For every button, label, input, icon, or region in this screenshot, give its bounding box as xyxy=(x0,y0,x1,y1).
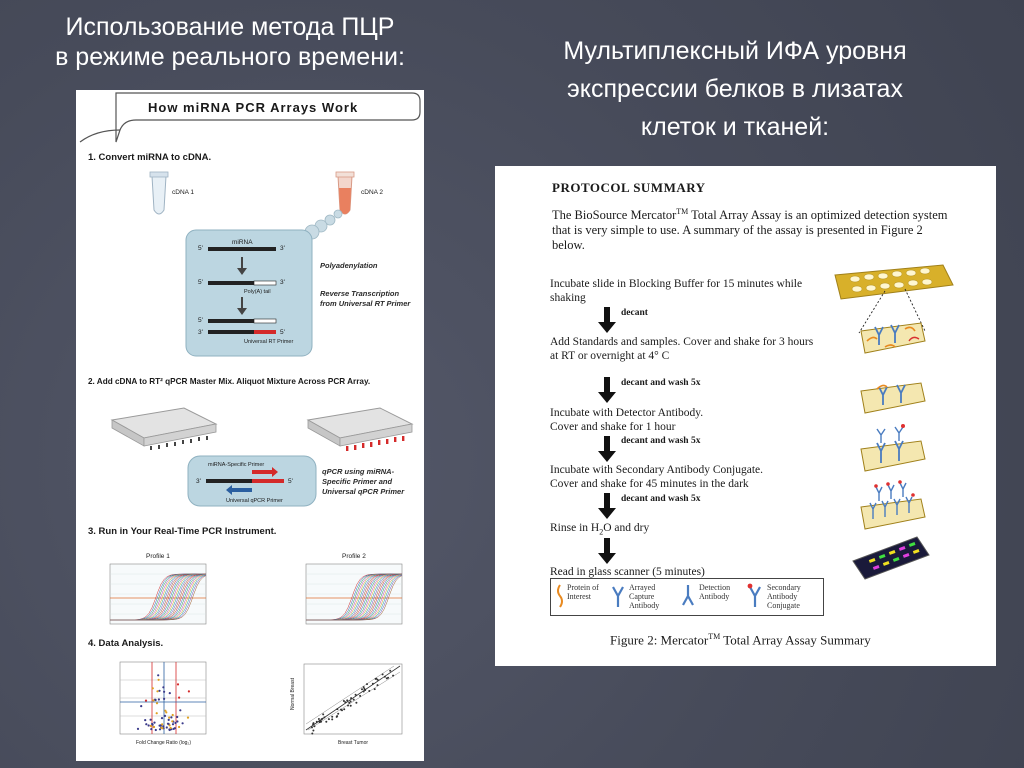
legend-arrayed-3: Antibody xyxy=(629,601,660,610)
step3-line2: Cover and shake for 1 hour xyxy=(550,421,676,433)
well-tile-3-icon xyxy=(861,424,925,471)
volcano-dot xyxy=(163,691,165,693)
tube-cdna2-icon xyxy=(336,172,354,214)
scatter-dot xyxy=(368,690,370,692)
protocol-step-2: Add Standards and samples. Cover and shake for 3 hours at RT or overnight at 4° C xyxy=(550,336,814,362)
step4-label: 4. Data Analysis. xyxy=(88,638,164,649)
scatter-dot xyxy=(392,675,394,677)
legend-arrayed-2: Capture xyxy=(629,592,655,601)
title-right-line1: Мультиплексный ИФА уровня xyxy=(563,37,907,65)
protocol-intro xyxy=(552,204,957,253)
legend-secondary-3: Conjugate xyxy=(767,601,800,610)
volcano-dot xyxy=(164,715,166,717)
volcano-dot xyxy=(171,720,173,722)
scatter-dot xyxy=(337,713,339,715)
volcano-dot xyxy=(170,716,172,718)
title-left-line2: в режиме реального времени: xyxy=(55,43,405,71)
scatter-dot xyxy=(313,722,315,724)
figure-caption xyxy=(610,632,871,648)
arrow-down-icon xyxy=(598,538,616,564)
three-prime-4: 3' xyxy=(196,478,201,485)
five-prime-1: 5' xyxy=(198,245,203,252)
title-right-line2: экспрессии белков в лизатах xyxy=(567,75,903,103)
arrow-label-4: decant and wash 5x xyxy=(621,494,701,504)
assay-illustration xyxy=(825,261,995,591)
three-prime-1: 3' xyxy=(280,245,285,252)
intro-tm: TM xyxy=(676,207,689,216)
volcano-dot xyxy=(160,727,162,729)
volcano-dot xyxy=(172,723,174,725)
capture-antibody-icon xyxy=(611,583,625,609)
legend-protein xyxy=(567,583,599,601)
scatter-dot xyxy=(372,683,374,685)
mirna-label: miRNA xyxy=(232,239,253,246)
caption-part-a: Figure 2: Mercator xyxy=(610,632,709,648)
scatter-dot xyxy=(389,670,391,672)
volcano-dot xyxy=(162,725,164,727)
qpcr-label-3: Universal qPCR Primer xyxy=(322,487,405,496)
protein-icon xyxy=(555,583,565,609)
scatter-dot xyxy=(318,718,320,720)
mirna-strand-2 xyxy=(208,281,254,285)
well-tile-4-icon xyxy=(861,480,925,529)
scatter-dot xyxy=(366,683,368,685)
scatter-dot xyxy=(353,699,355,701)
volcano-dot xyxy=(153,726,155,728)
volcano-dot xyxy=(148,724,150,726)
title-right-line3: клеток и тканей: xyxy=(640,113,830,141)
polya-tail-label: Poly(A) tail xyxy=(244,289,271,295)
volcano-dot xyxy=(137,728,139,730)
protocol-heading: PROTOCOL SUMMARY xyxy=(552,180,706,195)
heading-banner-curve xyxy=(80,130,120,142)
volcano-dot xyxy=(162,686,164,688)
scatter-dot xyxy=(328,718,330,720)
protocol-step-6: Read in glass scanner (5 minutes) xyxy=(550,566,705,578)
legend-arrayed-1: Arrayed xyxy=(629,583,656,592)
five-prime-3: 5' xyxy=(198,317,203,324)
arrow-label-3: decant and wash 5x xyxy=(621,436,701,446)
cdna1-label: cDNA 1 xyxy=(172,189,195,196)
legend-protein-1: Protein of xyxy=(567,583,599,592)
scatter-dot xyxy=(348,702,350,704)
legend-arrayed xyxy=(629,583,659,610)
scatter-dot xyxy=(361,688,363,690)
universal-rt-primer-label: Universal RT Primer xyxy=(244,339,294,345)
scatter-xlabel: Breast Tumor xyxy=(338,740,369,746)
scatter-plot xyxy=(304,664,402,735)
volcano-dot xyxy=(169,692,171,694)
volcano-dot xyxy=(178,726,180,728)
five-prime-5: 5' xyxy=(288,478,293,485)
volcano-dot xyxy=(170,727,172,729)
scatter-dot xyxy=(355,694,357,696)
caption-tm: TM xyxy=(708,632,721,641)
step1-label: 1. Convert miRNA to cDNA. xyxy=(88,152,212,163)
scatter-dot xyxy=(363,691,365,693)
volcano-dot xyxy=(159,728,161,730)
volcano-dot xyxy=(152,687,154,689)
scanner-result-icon xyxy=(853,537,929,579)
arrow-down-icon xyxy=(598,436,616,462)
scatter-dot xyxy=(331,716,333,718)
volcano-dot xyxy=(157,674,159,676)
amplification-plot-2 xyxy=(306,564,402,624)
step5-part-b: O and dry xyxy=(603,522,650,534)
scatter-dot xyxy=(340,709,342,711)
volcano-dot xyxy=(151,723,153,725)
scatter-dot xyxy=(350,705,352,707)
volcano-dot xyxy=(155,729,157,731)
arrow-down-icon xyxy=(598,493,616,519)
scatter-dot xyxy=(343,708,345,710)
volcano-dot xyxy=(150,725,152,727)
volcano-dot xyxy=(177,683,179,685)
legend-secondary-2: Antibody xyxy=(767,592,798,601)
pcr-plate-right-icon xyxy=(308,408,412,451)
volcano-dot xyxy=(188,690,190,692)
step3-label: 3. Run in Your Real-Time PCR Instrument. xyxy=(88,526,277,537)
volcano-plot xyxy=(120,662,206,734)
three-prime-3: 3' xyxy=(198,329,203,336)
scatter-dot xyxy=(331,718,333,720)
universal-qpcr-primer-label: Universal qPCR Primer xyxy=(226,498,283,504)
volcano-dot xyxy=(166,726,168,728)
volcano-dot xyxy=(158,698,160,700)
legend-detection-1: Detection xyxy=(699,583,731,592)
protocol-summary-figure xyxy=(495,166,996,666)
mirna-strand xyxy=(208,247,276,251)
volcano-dot xyxy=(152,699,154,701)
volcano-dot xyxy=(155,699,157,701)
scatter-dot xyxy=(363,686,365,688)
three-prime-2: 3' xyxy=(280,279,285,286)
volcano-dot xyxy=(161,717,163,719)
scatter-dot xyxy=(364,689,366,691)
scatter-dot xyxy=(350,697,352,699)
scatter-dot xyxy=(384,676,386,678)
volcano-dot xyxy=(164,710,166,712)
tube-cdna1-icon xyxy=(150,172,168,214)
scatter-dot xyxy=(347,705,349,707)
protocol-step-3 xyxy=(550,406,820,434)
volcano-dot xyxy=(159,725,161,727)
volcano-dot xyxy=(158,679,160,681)
arrow-down-icon xyxy=(598,377,616,403)
scatter-dot xyxy=(374,688,376,690)
volcano-dot xyxy=(145,700,147,702)
volcano-dot xyxy=(150,719,152,721)
protocol-step-1: Incubate slide in Blocking Buffer for 15 minutes while shaking xyxy=(550,278,803,304)
mirna-specific-primer-label: miRNA-Specific Primer xyxy=(208,462,265,468)
volcano-dot xyxy=(168,719,170,721)
detection-antibody-icon xyxy=(681,583,695,609)
step5-part-a: Rinse in H xyxy=(550,522,600,534)
volcano-dot xyxy=(158,690,160,692)
volcano-dot xyxy=(144,719,146,721)
volcano-dot xyxy=(161,723,163,725)
slide-title-left xyxy=(20,12,440,72)
legend-secondary-1: Secondary xyxy=(767,583,801,592)
polyadenylation-label: Polyadenylation xyxy=(320,261,378,270)
step4-line2: Cover and shake for 45 minutes in the dark xyxy=(550,478,749,490)
protocol-step-4 xyxy=(550,463,820,491)
volcano-dot xyxy=(153,722,155,724)
scatter-dot xyxy=(325,721,327,723)
rt-label-2: from Universal RT Primer xyxy=(320,299,411,308)
well-tile-1-icon xyxy=(861,323,925,353)
legend-detection xyxy=(699,583,730,601)
scatter-dot xyxy=(312,730,314,732)
volcano-dot xyxy=(163,698,165,700)
well-tile-2-icon xyxy=(861,383,925,413)
volcano-dot xyxy=(187,717,189,719)
legend-detection-2: Antibody xyxy=(699,592,730,601)
rt-label-1: Reverse Transcription xyxy=(320,289,400,298)
arrow-label-2: decant and wash 5x xyxy=(621,378,701,388)
scatter-dot xyxy=(322,713,324,715)
volcano-xlabel: Fold Change Ratio (log₂) xyxy=(136,740,192,746)
scatter-dot xyxy=(359,695,361,697)
volcano-dot xyxy=(156,690,158,692)
scatter-dot xyxy=(375,678,377,680)
scatter-dot xyxy=(316,721,318,723)
gold-slide-icon xyxy=(835,265,953,333)
volcano-dot xyxy=(150,728,152,730)
volcano-dot xyxy=(168,717,170,719)
five-prime-2: 5' xyxy=(198,279,203,286)
arrow-label-1: decant xyxy=(621,308,648,318)
qpcr-label-2: Specific Primer and xyxy=(322,477,393,486)
slide-title-right xyxy=(505,32,965,146)
arrow-down-icon xyxy=(598,307,616,333)
five-prime-4: 5' xyxy=(280,329,285,336)
title-left-line1: Использование метода ПЦР xyxy=(65,13,395,41)
legend-protein-2: Interest xyxy=(567,592,591,601)
volcano-dot xyxy=(156,712,158,714)
scatter-ylabel: Normal Breast xyxy=(290,678,296,710)
mirna-heading: How miRNA PCR Arrays Work xyxy=(148,100,359,115)
volcano-dot xyxy=(156,702,158,704)
legend-secondary xyxy=(767,583,801,610)
intro-part-a: The BioSource Mercator xyxy=(552,208,677,223)
universal-rt-primer-bar xyxy=(254,330,276,334)
volcano-dot xyxy=(145,723,147,725)
scatter-dot xyxy=(346,699,348,701)
scatter-dot xyxy=(355,702,357,704)
scatter-dot xyxy=(319,721,321,723)
step5-sub: 2 xyxy=(599,527,604,537)
volcano-dot xyxy=(182,722,184,724)
mirna-pcr-arrays-figure xyxy=(76,90,424,761)
scatter-dot xyxy=(377,684,379,686)
profile2-label: Profile 2 xyxy=(342,553,366,560)
volcano-dot xyxy=(169,729,171,731)
volcano-dot xyxy=(173,728,175,730)
step4-line1: Incubate with Secondary Antibody Conjugate. xyxy=(550,464,764,476)
scatter-dot xyxy=(336,708,338,710)
caption-part-b: Total Array Assay Summary xyxy=(720,632,871,648)
volcano-dot xyxy=(169,724,171,726)
volcano-dot xyxy=(179,709,181,711)
scatter-dot xyxy=(323,716,325,718)
mirna-figure-svg xyxy=(76,90,424,761)
volcano-dot xyxy=(176,720,178,722)
cdna2-label: cDNA 2 xyxy=(361,189,384,196)
scatter-dot xyxy=(387,677,389,679)
scatter-dot xyxy=(313,725,315,727)
step2-label: 2. Add cDNA to RT² qPCR Master Mix. Aliquot Mixture Across PCR Array. xyxy=(88,377,371,386)
polya-tail-bar xyxy=(254,281,276,285)
step3-line1: Incubate with Detector Antibody. xyxy=(550,407,704,419)
qpcr-label-1: qPCR using miRNA- xyxy=(322,467,395,476)
protocol-legend xyxy=(550,578,824,616)
intro-part-b: Total Array Assay is an optimized detection system that is very simple to use. A summary of the assay is presented in Figure 2 below. xyxy=(552,208,948,253)
profile1-label: Profile 1 xyxy=(146,553,170,560)
pcr-plate-left-icon xyxy=(112,408,216,450)
scatter-dot xyxy=(343,700,345,702)
volcano-dot xyxy=(176,716,178,718)
scatter-dot xyxy=(311,726,313,728)
amplification-plot-1 xyxy=(110,564,206,624)
volcano-dot xyxy=(172,714,174,716)
scatter-dot xyxy=(311,733,313,735)
secondary-antibody-icon xyxy=(747,583,763,609)
volcano-dot xyxy=(140,705,142,707)
protocol-step-5 xyxy=(550,521,820,539)
volcano-dot xyxy=(174,722,176,724)
volcano-dot xyxy=(178,697,180,699)
scatter-dot xyxy=(336,716,338,718)
scatter-dot xyxy=(382,673,384,675)
